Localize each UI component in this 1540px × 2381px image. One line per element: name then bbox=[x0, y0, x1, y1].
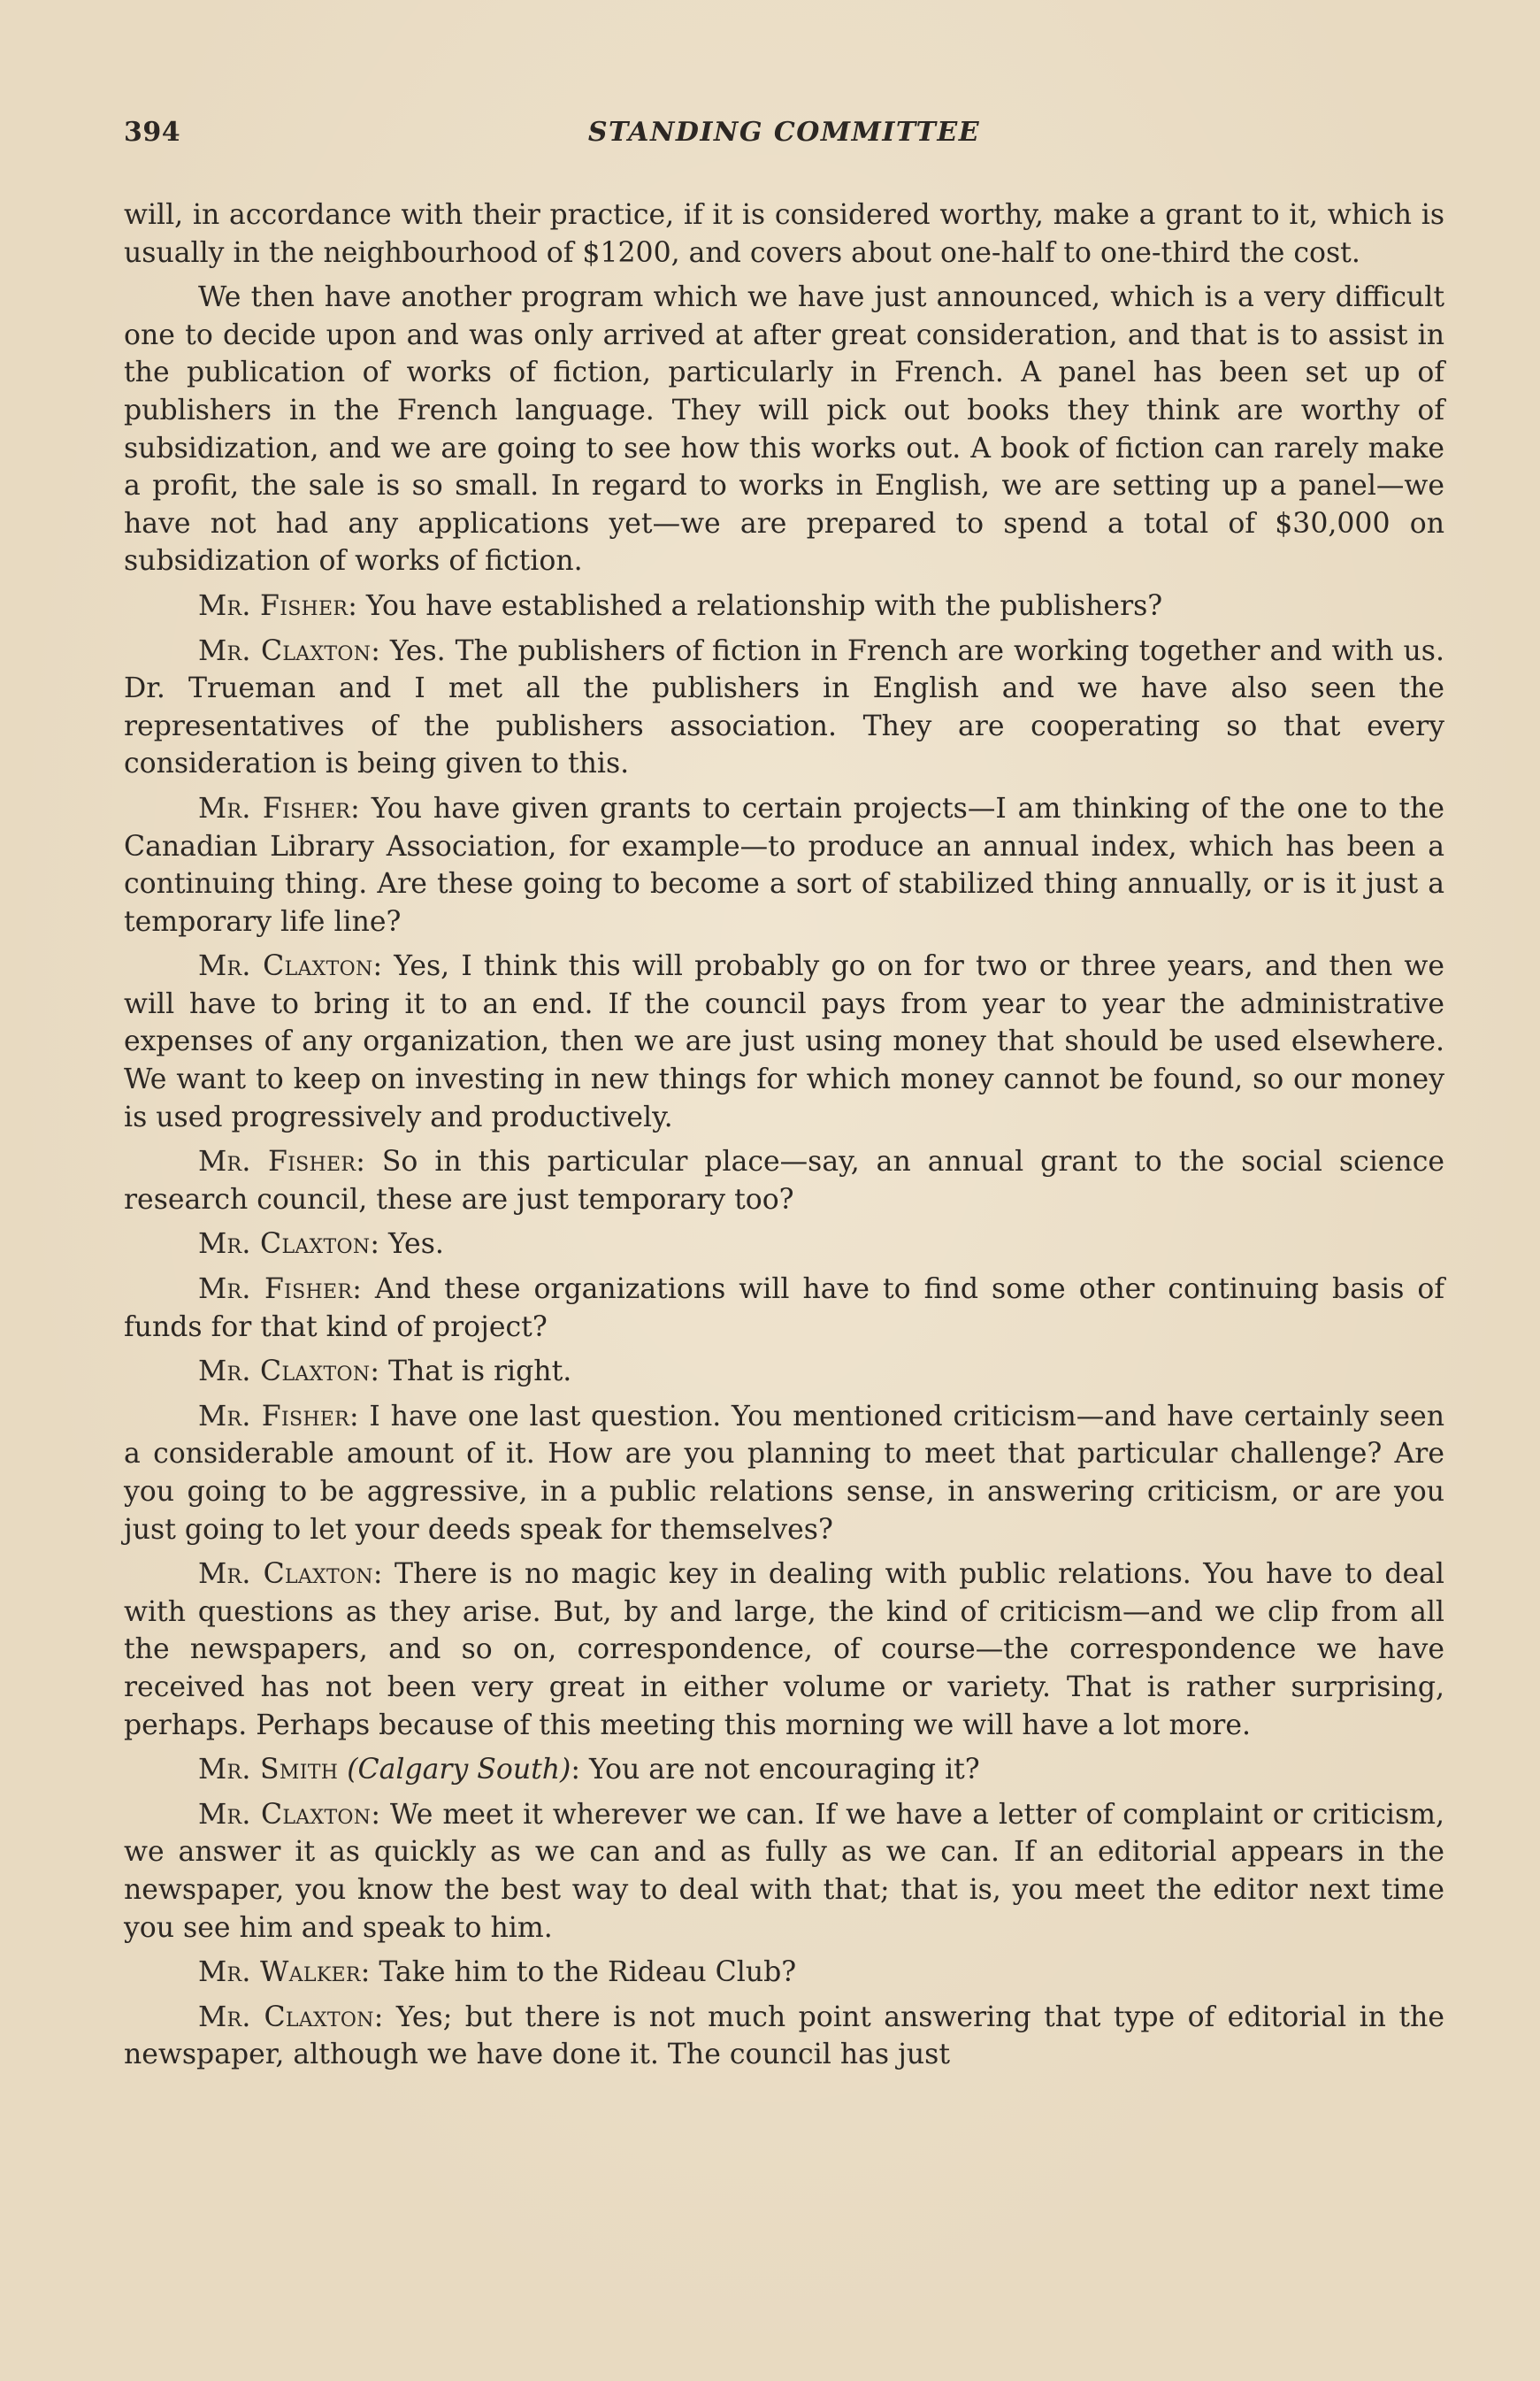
paragraph-text: : And these organizations will have to find some other continuing basis of funds for that kind of project? bbox=[124, 1273, 1444, 1343]
page-number: 394 bbox=[124, 117, 181, 148]
paragraph-text: : You have established a relationship with the publishers? bbox=[348, 589, 1163, 622]
speaker-name: Mr. Fisher bbox=[198, 1273, 353, 1306]
paragraph bbox=[124, 1353, 1444, 1391]
speaker-name: Mr. Fisher bbox=[198, 1146, 356, 1179]
paragraph bbox=[124, 948, 1444, 1136]
speaker-name: Mr. Claxton bbox=[198, 1228, 371, 1261]
paragraph-text: : Take him to the Rideau Club? bbox=[360, 1956, 797, 1989]
paragraph-text: : Yes. The publishers of fiction in French are working together and with us. Dr. Trueman and I met all the publishers in English and we have also seen the representatives of the publishers association. They are cooperating so that every consideration is being given to this. bbox=[124, 634, 1444, 780]
speaker-name: Mr. Claxton bbox=[198, 634, 372, 667]
paragraph-text: : You are not encouraging it? bbox=[571, 1754, 980, 1786]
paragraph bbox=[124, 1796, 1444, 1947]
paragraph bbox=[124, 588, 1444, 626]
paragraph bbox=[124, 790, 1444, 941]
page-header bbox=[124, 117, 1444, 166]
speaker-name: Mr. Claxton bbox=[198, 950, 373, 983]
paragraph bbox=[124, 1751, 1444, 1789]
paragraph-text: : Yes; but there is not much point answering that type of editorial in the newspaper, although we have done it. The council has just bbox=[124, 2001, 1444, 2071]
paragraph bbox=[124, 633, 1444, 783]
paragraph bbox=[124, 1271, 1444, 1346]
paragraph bbox=[124, 1143, 1444, 1218]
paragraph-text: will, in accordance with their practice, if it is considered worthy, make a grant to it, which is usually in the neighbourhood of $1200, and covers about one-half to one-third the cost. bbox=[124, 199, 1444, 269]
running-head: STANDING COMMITTEE bbox=[587, 117, 981, 148]
paragraph-text: : You have given grants to certain projects—I am thinking of the one to the Canadian Library Association, for example—to produce an annual index, which has been a continuing thing. Are these going to become a sort of stabilized thing annually, or is it just a temporary life line? bbox=[124, 792, 1444, 938]
speaker-name: Mr. Claxton bbox=[198, 2001, 374, 2033]
paragraph-text: : So in this particular place—say, an annual grant to the social science research council, these are just temporary too? bbox=[124, 1146, 1444, 1216]
speaker-name: Mr. Walker bbox=[198, 1956, 361, 1989]
paragraph bbox=[124, 1555, 1444, 1744]
paragraph-text: We then have another program which we have just announced, which is a very difficult one to decide upon and was only arrived at after great consideration, and that is to assist in the publication of works of fiction, particularly in French. A panel has been set up of publishers in the French language. They will pick out books they think are worthy of subsidization, and we are going to see how this works out. A book of fiction can rarely make a profit, the sale is so small. In regard to works in English, we are setting up a panel—we have not had any applications yet—we are prepared to spend a total of $30,000 on subsidization of works of fiction. bbox=[124, 281, 1444, 578]
paragraph-text: : There is no magic key in dealing with public relations. You have to deal with questions as they arise. But, by and large, the kind of criticism—and we clip from all the newspapers, and so on, correspondence, of course—the correspondence we have received has not been very great in either volume or variety. That is rather surprising, perhaps. Perhaps because of this meeting this morning we will have a lot more. bbox=[124, 1558, 1445, 1741]
paragraph-text: : We meet it wherever we can. If we have a letter of complaint or criticism, we answer it as quickly as we can and as fully as we can. If an editorial appears in the newspaper, you know the best way to deal with that; that is, you meet the editor next time you see him and speak to him. bbox=[124, 1798, 1444, 1944]
paragraph-text: : I have one last question. You mentioned criticism—and have certainly seen a considerable amount of it. How are you planning to meet that particular challenge? Are you going to be aggressive, in a public relations sense, in answering criticism, or are you just going to let your deeds speak for themselves? bbox=[124, 1400, 1444, 1546]
speaker-riding: (Calgary South) bbox=[338, 1754, 571, 1786]
transcript-body bbox=[124, 196, 1444, 2074]
speaker-name: Mr. Smith bbox=[198, 1754, 339, 1786]
paragraph bbox=[124, 1999, 1444, 2074]
speaker-name: Mr. Claxton bbox=[198, 1356, 371, 1388]
paragraph-text: : That is right. bbox=[370, 1356, 572, 1388]
paragraph bbox=[124, 1398, 1444, 1548]
speaker-name: Mr. Fisher bbox=[198, 589, 349, 622]
paragraph-text: : Yes, I think this will probably go on for two or three years, and then we will have to bring it to an end. If the council pays from year to year the administrative expenses of any organization, then we are just using money that should be used elsewhere. We want to keep on investing in new things for which money cannot be found, so our money is used progressively and productively. bbox=[124, 950, 1444, 1133]
speaker-name: Mr. Fisher bbox=[198, 1400, 350, 1432]
paragraph bbox=[124, 196, 1444, 272]
speaker-name: Mr. Claxton bbox=[198, 1798, 372, 1831]
paragraph bbox=[124, 1225, 1444, 1263]
paragraph bbox=[124, 279, 1444, 580]
paragraph-text: : Yes. bbox=[370, 1228, 444, 1261]
speaker-name: Mr. Claxton bbox=[198, 1558, 373, 1591]
speaker-name: Mr. Fisher bbox=[198, 792, 351, 825]
paragraph bbox=[124, 1954, 1444, 1992]
